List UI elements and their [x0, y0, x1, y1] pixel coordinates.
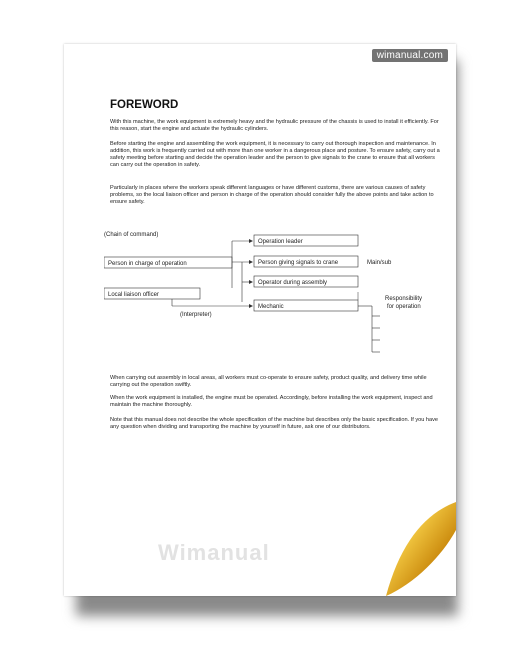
signal-person-label: Person giving signals to crane: [258, 260, 339, 266]
paragraph-3: Particularly in places where the workers speak different languages or have different customs, there are various causes of safety problems, so the local liaison officer and person in charge of the operation should consider fully the above points and take action to ensure safety.: [110, 185, 434, 205]
paragraph-5: When the work equipment is installed, the engine must be operated. Accordingly, before installing the work equipment, inspect and maintain the machine thoroughly.: [110, 395, 433, 408]
responsibility-label-2: for operation: [387, 304, 421, 310]
paragraph-2: Before starting the engine and assembling the work equipment, it is necessary to carry out thorough inspection and maintenance. In addition, this work is frequently carried out with more than one worker in a dangerous place and posture. To ensure safety, carry out a safety meeting before starting and decide the operation leader and the person to give signals to the crane to ensure that all workers can carry out the operation in safety.: [110, 141, 440, 168]
interpreter-label: (Interpreter): [180, 312, 212, 318]
person-in-charge-label: Person in charge of operation: [108, 261, 187, 267]
paragraph-4: When carrying out assembly in local areas, all workers must co-operate to ensure safety, product quality, and delivery time while carrying out the operation swiftly.: [110, 375, 427, 388]
document-page[interactable]: [64, 44, 456, 596]
paragraph-6: Note that this manual does not describe the whole specification of the machine but describes only the basic specification. If you have any question when dividing and transporting the machine by yourself in future, ask one of our distributors.: [110, 417, 439, 430]
chain-label: (Chain of command): [104, 232, 159, 238]
watermark-center: Wimanual: [158, 540, 270, 565]
operation-leader-label: Operation leader: [258, 239, 303, 245]
paragraph-1: With this machine, the work equipment is extremely heavy and the hydraulic pressure of the chassis is used to install it efficiently. For this reason, start the engine and actuate the hydraulic cylinders.: [110, 119, 439, 132]
mechanic-label: Mechanic: [258, 304, 284, 310]
local-liaison-label: Local liaison officer: [108, 292, 159, 298]
responsibility-label-1: Responsibility: [385, 296, 423, 302]
page-title: FOREWORD: [110, 99, 179, 111]
page-curl-icon: [64, 44, 456, 596]
main-sub-label: Main/sub: [367, 260, 392, 266]
operator-label: Operator during assembly: [258, 280, 328, 286]
watermark-top: wimanual.com: [372, 49, 448, 62]
